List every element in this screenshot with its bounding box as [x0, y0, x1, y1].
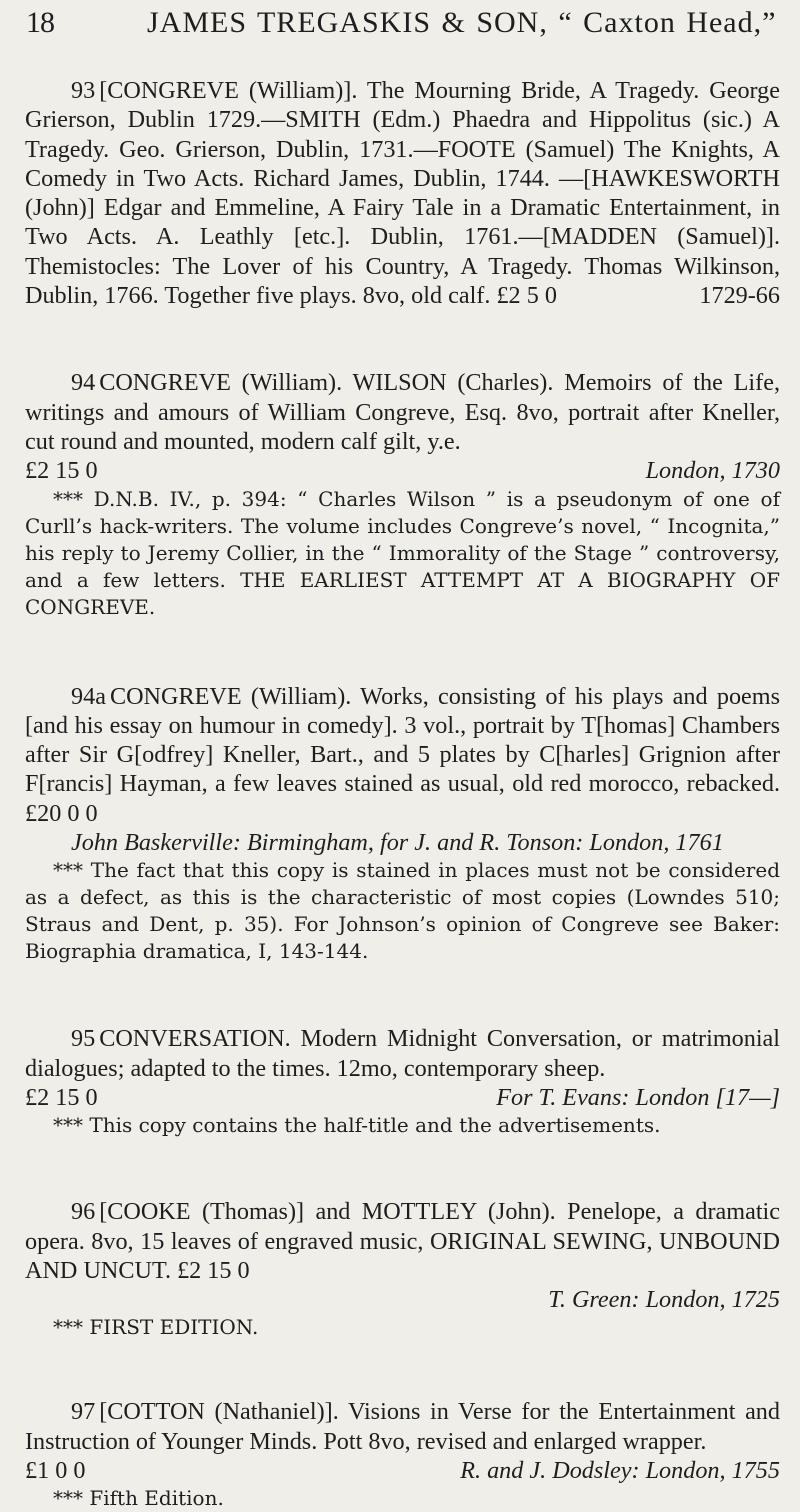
catalogue-entry-95: [25, 1024, 780, 1139]
lot-number: 96: [71, 1198, 96, 1226]
price-line: [25, 1285, 780, 1314]
entry-date: 1729-66: [699, 282, 780, 310]
entry-price: £2 15 0: [25, 1083, 98, 1111]
entry-note: *** Fifth Edition.: [53, 1486, 224, 1511]
catalogue-entry-93: [25, 76, 780, 310]
entry-price: £2 15 0: [177, 1256, 250, 1284]
entry-note: *** The fact that this copy is stained in places must not be considered as a defect, as this is the characteristic of most copies (Lowndes 510; Straus and Dent, p. 35). For Johnson’s opinion of Congreve see Baker: Biographia dramatica, I, 143-144.: [25, 858, 780, 964]
entry-description: CONGREVE (William). WILSON (Charles). Memoirs of the Life, writings and amours of William Congreve, Esq. 8vo, portrait after Kneller, cut round and mounted, modern calf gilt, y.e.: [25, 369, 780, 455]
entry-note: *** This copy contains the half-title and the advertisements.: [53, 1113, 661, 1138]
catalogue-entry-94: [25, 368, 780, 620]
price-line: [25, 456, 780, 485]
entry-note: *** FIRST EDITION.: [53, 1315, 259, 1340]
entry-price: £2 5 0: [496, 282, 557, 310]
entry-imprint: London, 1730: [645, 457, 780, 485]
lot-number: 94a: [71, 682, 106, 710]
running-head: JAMES TREGASKIS & SON, “ Caxton Head,”: [147, 6, 777, 39]
lot-number: 97: [71, 1398, 96, 1426]
entry-description: [CONGREVE (William)]. The Mourning Bride, A Tragedy. George Grierson, Dublin 1729.—SMITH (Edm.) Phaedra and Hippolitus (sic.) A Tragedy. Geo. Grierson, Dublin, 1731.—FOOTE (Samuel) The Knights, A Comedy in Two Acts. Richard James, Dublin, 1744. —[HAWKESWORTH (John)] Edgar and Emmeline, A Fairy Tale in a Dramatic Entertainment, in Two Acts. A. Leathly [etc.]. Dublin, 1761.—[MADDEN (Samuel)]. Themistocles: The Lover of his Country, A Tragedy. Thomas Wilkinson, Dublin, 1766. Together five plays. 8vo, old calf.: [25, 77, 780, 310]
catalogue-entry-96: [25, 1197, 780, 1341]
lot-number: 94: [71, 369, 96, 397]
entry-price: £20 0 0: [25, 799, 98, 827]
entry-imprint: R. and J. Dodsley: London, 1755: [460, 1457, 780, 1485]
catalogue-entries: [25, 76, 780, 1512]
catalogue-entry-97: [25, 1397, 780, 1512]
page-number: 18: [26, 6, 54, 39]
entry-description: [COTTON (Nathaniel)]. Visions in Verse for the Entertainment and Instruction of Younger Minds. Pott 8vo, revised and enlarged wrapper.: [25, 1398, 780, 1455]
price-line: [25, 1083, 780, 1112]
entry-description: [COOKE (Thomas)] and MOTTLEY (John). Penelope, a dramatic opera. 8vo, 15 leaves of engraved music, ORIGINAL SEWING, UNBOUND AND UNCUT.: [25, 1198, 780, 1284]
price-line: [25, 1456, 780, 1485]
entry-imprint: For T. Evans: London [17—]: [496, 1083, 780, 1111]
entry-price: £1 0 0: [25, 1457, 86, 1485]
entry-note: *** D.N.B. IV., p. 394: “ Charles Wilson ” is a pseudonym of one of Curll’s hack-writers. The volume includes Congreve’s novel, “ Incognita,” his reply to Jeremy Collier, in the “ Immorality of the Stage ” controversy, and a few letters. THE EARLIEST ATTEMPT AT A BIOGRAPHY OF CONGREVE.: [25, 486, 780, 619]
entry-price: £2 15 0: [25, 457, 98, 485]
entry-imprint: John Baskerville: Birmingham, for J. and R. Tonson: London, 1761: [71, 829, 724, 857]
entry-description: CONVERSATION. Modern Midnight Conversation, or matrimonial dialogues; adapted to the times. 12mo, contemporary sheep.: [25, 1025, 780, 1082]
entry-description: CONGREVE (William). Works, consisting of his plays and poems [and his essay on humour in comedy]. 3 vol., portrait by T[homas] Chambers after Sir G[odfrey] Kneller, Bart., and 5 plates by C[harles] Grignion after F[rancis] Hayman, a few leaves stained as usual, old red morocco, rebacked.: [25, 682, 780, 798]
page-header: [0, 6, 800, 46]
entry-imprint: T. Green: London, 1725: [548, 1286, 780, 1314]
lot-number: 93: [71, 77, 96, 104]
lot-number: 95: [71, 1025, 96, 1053]
catalogue-entry-94a: [25, 682, 780, 966]
